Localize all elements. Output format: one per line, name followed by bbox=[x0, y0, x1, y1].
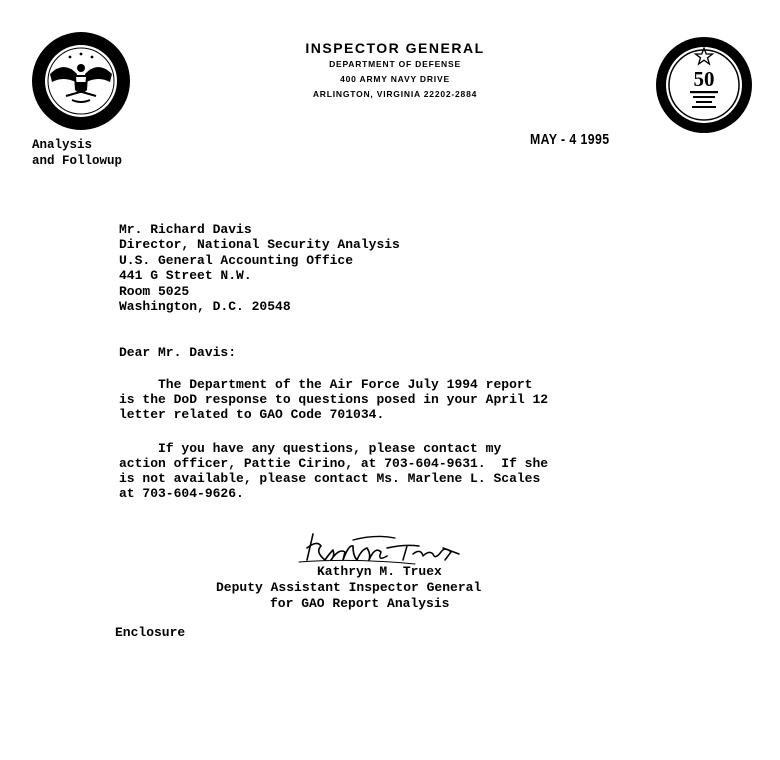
paragraph-line: at 703-604-9626. bbox=[119, 486, 244, 501]
signatory-title: for GAO Report Analysis bbox=[270, 596, 450, 611]
address-line: Mr. Richard Davis bbox=[119, 222, 252, 237]
anniversary-seal-icon bbox=[654, 35, 754, 135]
address-line: Director, National Security Analysis bbox=[119, 237, 400, 253]
recipient-address bbox=[119, 222, 400, 314]
enclosure-note: Enclosure bbox=[115, 625, 186, 640]
paragraph-line: The Department of the Air Force July 1994 report bbox=[119, 377, 533, 392]
body-paragraph bbox=[119, 377, 548, 422]
letterhead-city: ARLINGTON, VIRGINIA 22202-2884 bbox=[312, 89, 478, 99]
body-paragraph bbox=[119, 441, 548, 501]
salutation: Dear Mr. Davis: bbox=[119, 345, 237, 360]
address-line: Washington, D.C. 20548 bbox=[119, 299, 291, 315]
office-code-line: and Followup bbox=[32, 154, 123, 168]
address-line: 441 G Street N.W. bbox=[119, 268, 252, 284]
paragraph-line: is the DoD response to questions posed in your April 12 bbox=[119, 392, 549, 407]
office-code bbox=[32, 137, 122, 169]
address-line: Room 5025 bbox=[119, 283, 190, 299]
date-stamp: MAY - 4 1995 bbox=[530, 131, 610, 148]
dod-seal-icon bbox=[30, 30, 132, 132]
paragraph-line: letter related to GAO Code 701034. bbox=[119, 407, 385, 422]
letterhead-street: 400 ARMY NAVY DRIVE bbox=[340, 74, 450, 84]
paragraph-line: If you have any questions, please contact my bbox=[119, 441, 502, 456]
letterhead-department: DEPARTMENT OF DEFENSE bbox=[329, 59, 461, 69]
address-line: U.S. General Accounting Office bbox=[119, 252, 354, 268]
letterhead-title: INSPECTOR GENERAL bbox=[305, 40, 485, 56]
anniversary-number: 50 bbox=[693, 67, 715, 91]
signatory-name: Kathryn M. Truex bbox=[317, 564, 442, 579]
office-code-line: Analysis bbox=[32, 138, 93, 152]
paragraph-line: is not available, please contact Ms. Marlene L. Scales bbox=[119, 471, 541, 486]
paragraph-line: action officer, Pattie Cirino, at 703-604-9631. If she bbox=[119, 456, 549, 471]
signatory-title: Deputy Assistant Inspector General bbox=[216, 580, 482, 595]
